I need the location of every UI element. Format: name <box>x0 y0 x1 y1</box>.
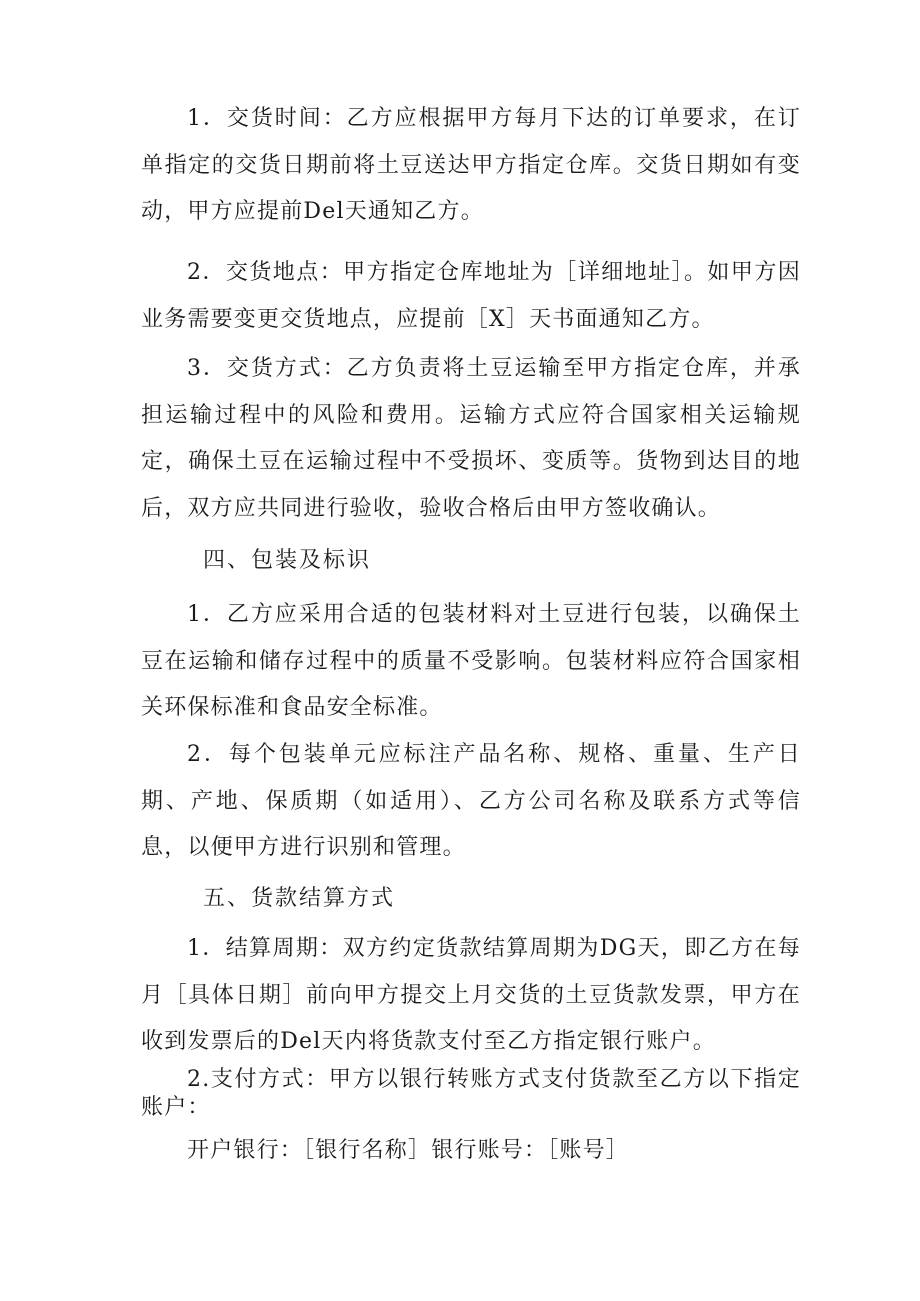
paragraph-text: 3．交货方式：乙方负责将土豆运输至甲方指定仓库，并承担运输过程中的风险和费用。运输方式应符合国家相关运输规定，确保土豆在运输过程中不受损坏、变质等。货物到达目的地后，双方应共同进行验收，验收合格后由甲方签收确认。 <box>141 356 801 521</box>
section-heading-payment: 五、货款结算方式 <box>203 886 396 911</box>
paragraph-delivery-location <box>141 250 801 343</box>
paragraph-text: 1．交货时间：乙方应根据甲方每月下达的订单要求，在订单指定的交货日期前将土豆送达甲方指定仓库。交货日期如有变动，甲方应提前Del天通知乙方。 <box>141 106 801 224</box>
paragraph-text: 开户银行：［银行名称］银行账号：［账号］ <box>187 1138 630 1163</box>
paragraph-text: 1．乙方应采用合适的包装材料对土豆进行包装，以确保土豆在运输和储存过程中的质量不受影响。包装材料应符合国家相关环保标准和食品安全标准。 <box>141 602 801 720</box>
paragraph-delivery-time <box>141 96 801 236</box>
paragraph-packaging-labels <box>141 732 801 872</box>
paragraph-settlement-cycle <box>141 926 801 1066</box>
paragraph-text: 2.支付方式：甲方以银行转账方式支付货款至乙方以下指定账户： <box>141 1067 801 1120</box>
paragraph-text: 2．每个包装单元应标注产品名称、规格、重量、生产日期、产地、保质期（如适用）、乙方公司名称及联系方式等信息，以便甲方进行识别和管理。 <box>141 742 801 860</box>
paragraph-text: 2．交货地点：甲方指定仓库地址为［详细地址］。如甲方因业务需要变更交货地点，应提前［X］天书面通知乙方。 <box>141 260 801 332</box>
paragraph-payment-method <box>141 1066 801 1122</box>
paragraph-packaging-materials <box>141 592 801 732</box>
paragraph-text: 1．结算周期：双方约定货款结算周期为DG天，即乙方在每月［具体日期］前向甲方提交上月交货的土豆货款发票，甲方在收到发票后的Del天内将货款支付至乙方指定银行账户。 <box>141 936 801 1054</box>
section-heading-packaging: 四、包装及标识 <box>203 548 372 573</box>
paragraph-delivery-method <box>141 346 801 532</box>
paragraph-bank-account <box>141 1128 801 1175</box>
